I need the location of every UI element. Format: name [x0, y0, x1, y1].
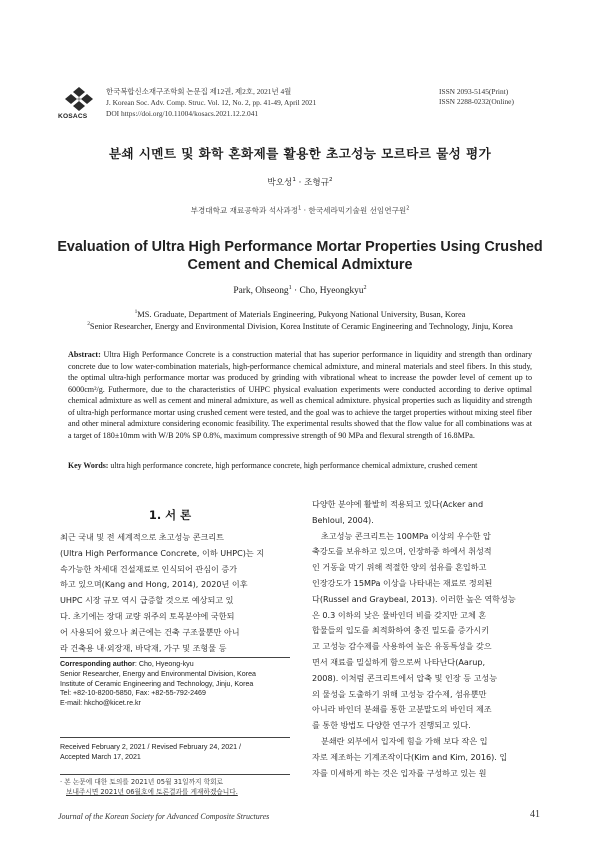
text-line: 인 거동을 막기 위해 적절한 양의 섬유를 혼입하고 [312, 562, 487, 573]
text-line: 다. 초기에는 장대 교량 위주의 토목분야에 국한되 [60, 610, 235, 621]
english-affiliation-1: $^1$MS. Graduate, Department of Materials Engineering, Pukyong National University, Busan, Korea [134, 309, 466, 319]
english-affiliation-2: $^2$Senior Researcher, Energy and Environmental Division, Korea Institute of Ceramic Engineering and Technology, Jinju, Korea [87, 321, 513, 331]
text-line: 초고성능 콘크리트는 100MPa 이상의 우수한 압 [321, 530, 491, 541]
logo-text: KOSACS [58, 113, 88, 120]
text-line: 고 고성능 감수제를 사용하여 높은 유동특성을 갖으 [312, 641, 492, 652]
text-line: 하고 있으며(Kang and Hong, 2014), 2020년 이후 [60, 579, 248, 590]
text-line: 자를 미세하게 하는 것은 입자를 구성하고 있는 원 [312, 767, 487, 778]
text-line: 인장강도가 15MPa 이상을 나타내는 재료로 정의된 [312, 577, 493, 588]
issn-print: ISSN 2093-5145(Print) [439, 87, 509, 96]
text-line: 합물들의 입도를 최적화하여 충진 밀도를 증가시키 [312, 625, 490, 636]
left-column-text [60, 530, 288, 656]
text-line: 속가능한 차세대 건설재료로 인식되어 관심이 증가 [60, 563, 238, 574]
text-line: 면서 재료를 밀실하게 함으로써 나타난다(Aarup, [312, 656, 486, 667]
text-line: Behloul, 2004). [312, 514, 374, 525]
note-divider [60, 774, 290, 775]
doi-link[interactable]: DOI https://doi.org/10.11004/kosacs.2021.12.2.041 [106, 109, 259, 118]
text-line: 라 건축용 내·외장재, 바닥재, 가구 및 조형물 등 [60, 642, 227, 653]
text-line: 은 0.3 이하의 낮은 물바인더 비를 갖지만 고체 혼 [312, 609, 487, 620]
text-line: UHPC 시장 규모 역시 급증할 것으로 예상되고 있 [60, 595, 234, 606]
text-line: 아니라 바인더 분쇄를 통한 고분말도의 바인더 제조 [312, 704, 492, 715]
discussion-note: · 본 논문에 대한 토의를 2021년 05월 31일까지 학회로 보내주시면 2021년 06월호에 토론결과를 게재하겠습니다. [60, 778, 238, 796]
page-number: 41 [530, 809, 540, 820]
issn-online: ISSN 2288-0232(Online) [439, 97, 514, 106]
keywords: Key Words: ultra high performance concrete, high performance concrete, high performance chemical admixture, crushed cement [68, 461, 478, 470]
corr-divider [60, 657, 290, 658]
text-line: 분쇄란 외부에서 입자에 힘을 가해 보다 작은 입 [321, 735, 488, 746]
text-line: 자로 제조하는 기계조작이다(Kim and Kim, 2016). 입 [312, 751, 508, 762]
email-link[interactable]: E-mail: hkcho@kicet.re.kr [60, 699, 141, 708]
korean-title: 분쇄 시멘트 및 화학 혼화제를 활용한 초고성능 모르타르 물성 평가 [108, 146, 492, 161]
korean-affiliation: 부경대학교 재료공학과 석사과정$^1$ · 한국세라믹기술원 선임연구원$^2$ [190, 205, 410, 215]
kosacs-logo-icon [62, 86, 96, 114]
text-line: 다양한 분야에 활발히 적용되고 있다(Acker and [312, 499, 484, 509]
text-line: 어 사용되어 왔으나 최근에는 건축 구조물뿐만 아니 [60, 626, 240, 637]
corresponding-author: Corresponding author: Cho, Hyeong-kyu Senior Researcher, Energy and Environmental Division, Korea Institute of Ceramic Engineering and Technology, Jinju, Korea Tel: +82-10-8200-5850, Fax: +82-55-792-2469 E-mail: hkcho@kicet.re.kr [60, 660, 290, 709]
korean-authors: 박오성$^1$ · 조형규$^2$ [267, 177, 333, 188]
section-heading: 1. 서 론 [148, 508, 192, 522]
journal-footer: Journal of the Korean Society for Advanced Composite Structures [58, 812, 270, 821]
journal-kr: 한국복합신소재구조학회 논문집 제12권, 제2호, 2021년 4월 [106, 87, 292, 96]
abstract: Abstract: Ultra High Performance Concrete is a construction material that has superior performance in liquidity and strength than ordinary concrete due to low water-combination materials, high-performance chemical admixture, and mineral materials and steel fibers. In this study, the optimal ultra-high performance mortar was produced by grinding with vibrational wheat to increase the powder level of cement up to 6000cm²/g. Futhermore, due to the characteristics of UHPC physical evaluation experiments were conducted according to derive optimal chemical admixture as well as cement and mineral admixture, as well as chemical admixture. physical properties such as liquidity and strength of ultra-high performance mortar using crushed cement were tested, and the goal was to achieve the target properties without mixing steel fiber and other mineral admixture considering economic feasibility. The experimental results showed that the flow value for all combinations was at a target of 180±10mm with W/B 20% SP 0.8%, maximum compressive strength of 90 MPa and flexural strength of 16.8MPa. [68, 350, 532, 440]
recv-divider [60, 737, 290, 738]
english-title: Evaluation of Ultra High Performance Mortar Properties Using Crushed Cement and Chemical Admixture [57, 239, 543, 274]
text-line: (Ultra High Performance Concrete, 이하 UHPC)는 지 [60, 547, 265, 558]
received-dates: Received February 2, 2021 / Revised February 24, 2021 / Accepted March 17, 2021 [60, 743, 241, 761]
text-line: 축강도를 보유하고 있으며, 인장하중 하에서 취성적 [312, 546, 492, 557]
text-line: 를 통한 방법도 다양한 연구가 진행되고 있다. [312, 720, 471, 731]
text-line: 2008). 이처럼 콘크리트에서 압축 및 인장 등 고성능 [312, 672, 498, 683]
english-authors: Park, Ohseong$^1$ · Cho, Hyeongkyu$^2$ [233, 284, 367, 296]
right-column-text [312, 497, 540, 781]
journal-en: J. Korean Soc. Adv. Comp. Struc. Vol. 12, No. 2, pp. 41-49, April 2021 [106, 98, 317, 107]
text-line: 의 물성을 도출하기 위해 고성능 감수제, 섬유뿐만 [312, 688, 487, 699]
text-line: 다(Russel and Graybeal, 2013). 이러한 높은 역학성능 [312, 593, 516, 604]
text-line: 최근 국내 및 전 세계적으로 초고성능 콘크리트 [60, 532, 224, 542]
